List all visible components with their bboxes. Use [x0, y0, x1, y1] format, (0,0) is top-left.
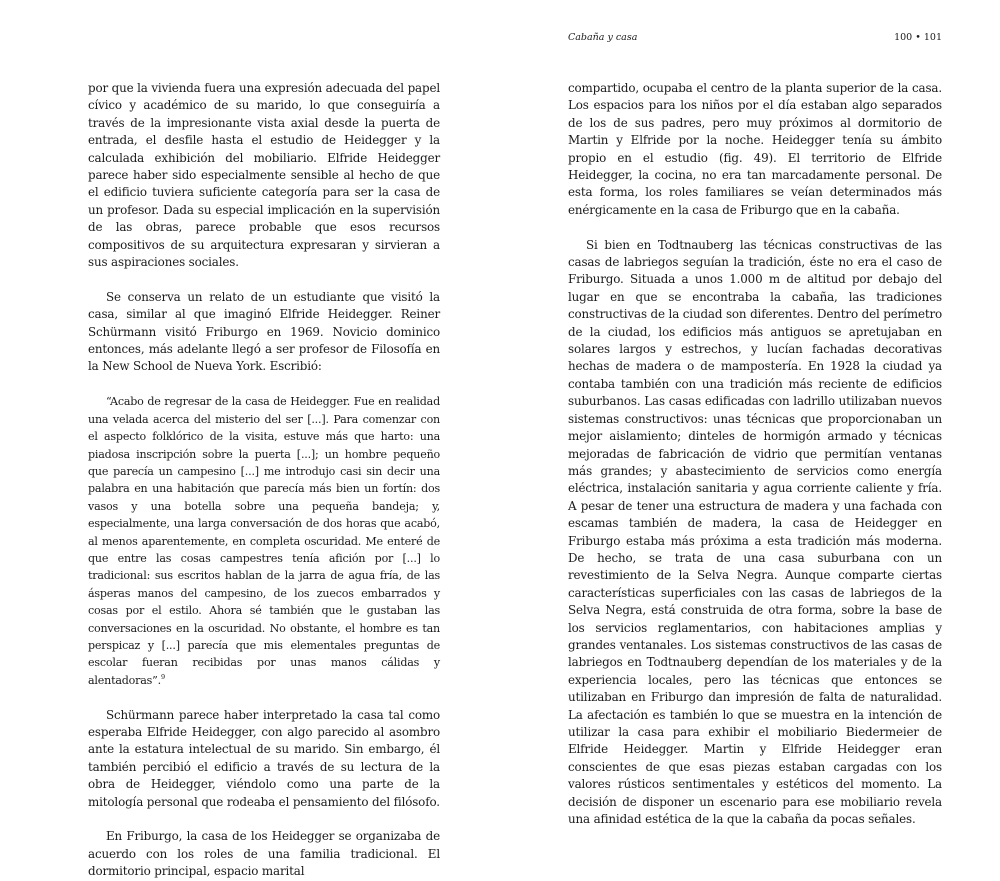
- running-title: Cabaña y casa: [568, 32, 638, 43]
- left-text-column: [88, 80, 440, 881]
- running-header: [568, 32, 942, 43]
- paragraph-friburgo-roles: En Friburgo, la casa de los Heidegger se organizaba de acuerdo con los roles de una familia tradicional. El dormitorio principal, espacio marital: [88, 829, 440, 879]
- right-page: [500, 0, 1000, 827]
- footnote-reference: 9: [160, 672, 165, 681]
- paragraph-schurmann-intro: Se conserva un relato de un estudiante que visitó la casa, similar al que imaginó Elfride Heidegger. Reiner Schürmann visitó Friburgo en 1969. Novicio dominico entonces, más adelante llegó a ser profesor de Filosofía en la New School de Nueva York. Escribió:: [88, 289, 440, 374]
- quote-text: “Acabo de regresar de la casa de Heidegger. Fue en realidad una velada acerca del misterio del ser [...]. Para comenzar con el aspecto folklórico de la visita, estuve más que harto: una piadosa inscripción sobre la puerta [...]; un hombre pequeño que parecía un campesino [...] me introdujo casi sin decir una palabra en una habitación que parecía más bien un fortín: dos vasos y una botella sobre una pequeña bandeja; y, especialmente, una larga conversación de dos horas que acabó, al menos aparentemente, en completa oscuridad. Me enteré de que entre las cosas campestres tenía afición por [...] lo tradicional: sus escritos hablan de la jarra de agua fría, de las ásperas manos del campesino, de los zuecos embarrados y cosas por el estilo. Ahora sé también que le gustaban las conversaciones en la oscuridad. No obstante, el hombre es tan perspicaz y [...] parecía que mis elementales preguntas de escolar fueran recibidas por unas manos cálidas y alentadoras”.: [88, 395, 440, 687]
- paragraph-construction-techniques: Si bien en Todtnauberg las técnicas constructivas de las casas de labriegos seguían la tradición, éste no era el caso de Friburgo. Situada a unos 1.000 m de altitud por debajo del lugar en que se encontraba la cabaña, las tradiciones constructivas de la ciudad son diferentes. Dentro del perímetro de la ciudad, los edificios más antiguos se apretujaban en solares largos y estrechos, y lucían fachadas decorativas hechas de madera o de mampostería. En 1928 la ciudad ya contaba también con una tradición más reciente de edificios suburbanos. Las casas edificadas con ladrillo utilizaban nuevos sistemas constructivos: unas técnicas que proporcionaban un mejor aislamiento; dinteles de hormigón armado y técnicas mejoradas de fabricación de vidrio que permitían ventanas más grandes; y abastecimiento de servicios como energía eléctrica, instalación sanitaria y agua corriente caliente y fría. A pesar de tener una estructura de madera y una fachada con escamas también de madera, la casa de Heidegger en Friburgo estaba más próxima a esta tradición más moderna. De hecho, se trata de una casa suburbana con un revestimiento de la Selva Negra. Aunque comparte ciertas características superficiales con las casas de labriegos de la Selva Negra, está construida de otra forma, sobre la base de los servicios reglamentarios, con habitaciones amplias y grandes ventanales. Los sistemas constructivos de las casas de labriegos en Todtnauberg dependían de los materiales y de la experiencia locales, pero las técnicas que entonces se utilizaban en Friburgo dan impresión de falta de naturalidad. La afectación es también lo que se muestra en la intención de utilizar la casa para exhibir el mobiliario Biedermeier de Elfride Heidegger. Martin y Elfride Heidegger eran conscientes de que esas piezas estaban cargadas con los valores rústicos sentimentales y estéticos del momento. La decisión de disponer un escenario para ese mobiliario revela una afinidad estética de la que la cabaña da pocas señales.: [568, 237, 942, 827]
- paragraph-schurmann-interpretation: Schürmann parece haber interpretado la casa tal como esperaba Elfride Heidegger, con algo parecido al asombro ante la estatura intelectual de su marido. Sin embargo, él también percibió el edificio a través de su lectura de la obra de Heidegger, viéndolo como una parte de la mitología personal que rodeaba el pensamiento del filósofo.: [88, 707, 440, 809]
- left-page: [0, 0, 500, 879]
- right-text-column: [568, 80, 942, 828]
- paragraph-continued: por que la vivienda fuera una expresión adecuada del papel cívico y académico de su marido, lo que conseguiría a través de la impresionante vista axial desde la puerta de entrada, el desfile hasta el estudio de Heidegger y la calculada exhibición del mobiliario. Elfride Heidegger parece haber sido especialmente sensible al hecho de que el edificio tuviera suficiente categoría para ser la casa de un profesor. Dada su especial implicación en la supervisión de las obras, parece probable que esos recursos compositivos de su arquitectura expresaran y sirvieran a sus aspiraciones sociales.: [88, 81, 440, 270]
- paragraph-continued: compartido, ocupaba el centro de la planta superior de la casa. Los espacios para los niños por el día estaban algo separados de los de sus padres, pero muy próximos al dormitorio de Martin y Elfride por la noche. Heidegger tenía su ámbito propio en el estudio (fig. 49). El territorio de Elfride Heidegger, la cocina, no era tan marcadamente personal. De esta forma, los roles familiares se veían determinados más enérgicamente en la casa de Friburgo que en la cabaña.: [568, 81, 942, 217]
- page-numbers: 100 • 101: [894, 32, 942, 43]
- block-quote: [88, 393, 440, 689]
